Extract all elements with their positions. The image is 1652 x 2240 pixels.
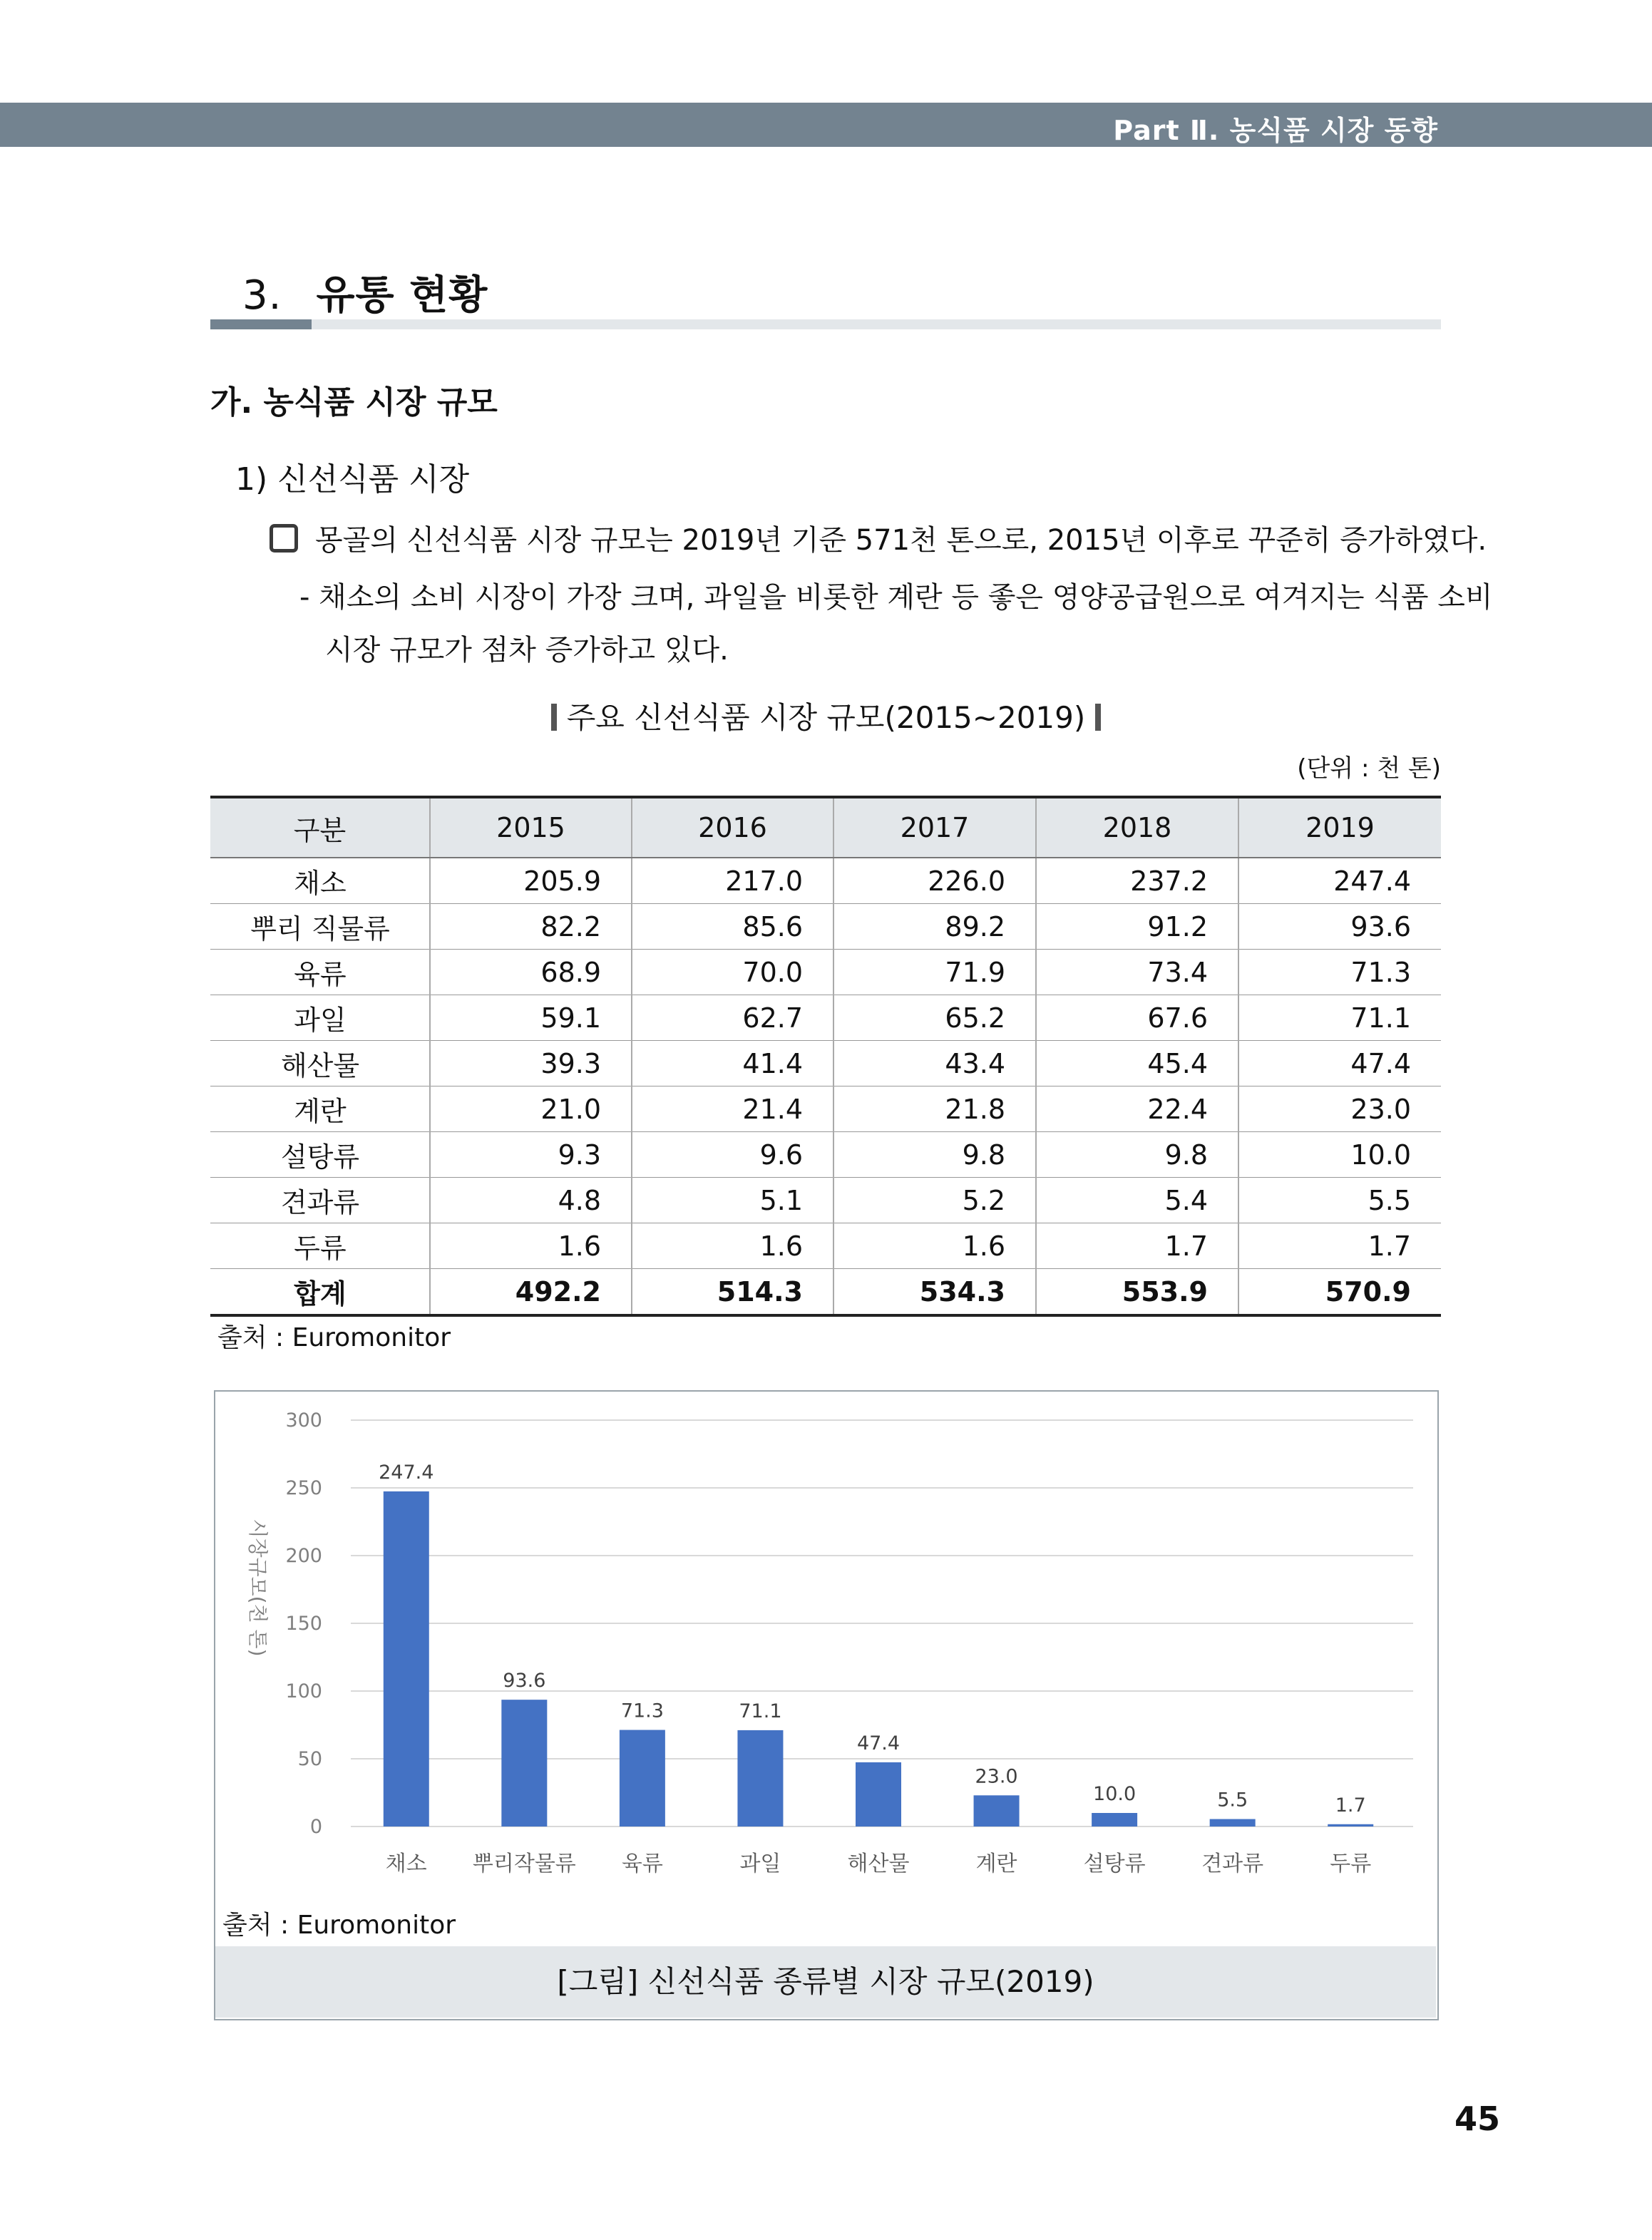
table-row-label: 두류 <box>210 1223 430 1269</box>
table-cell: 71.3 <box>1238 950 1441 995</box>
table-cell: 59.1 <box>430 995 632 1041</box>
section-underline-accent <box>210 319 312 329</box>
table-row <box>210 1178 1441 1223</box>
bar-value-label: 93.6 <box>503 1670 546 1692</box>
table-row <box>210 1223 1441 1269</box>
bar-chart <box>215 1392 1437 1948</box>
x-tick-label: 견과류 <box>1201 1851 1264 1876</box>
bar-value-label: 71.3 <box>620 1700 664 1722</box>
section-number: 3. <box>242 272 282 319</box>
table-cell: 9.6 <box>632 1132 833 1178</box>
x-tick-label: 설탕류 <box>1083 1851 1146 1876</box>
table-row <box>210 1086 1441 1132</box>
y-tick-label: 50 <box>297 1748 322 1770</box>
table-row-label: 설탕류 <box>210 1132 430 1178</box>
table-cell: 1.7 <box>1238 1223 1441 1269</box>
bar <box>1210 1819 1256 1827</box>
table-cell: 1.7 <box>1036 1223 1238 1269</box>
page-number: 45 <box>1455 2100 1501 2138</box>
table-cell: 9.8 <box>833 1132 1036 1178</box>
table-cell: 62.7 <box>632 995 833 1041</box>
y-tick-label: 0 <box>309 1816 322 1838</box>
table-cell: 47.4 <box>1238 1041 1441 1086</box>
bar <box>737 1730 783 1827</box>
table-cell: 93.6 <box>1238 904 1441 950</box>
table-cell: 492.2 <box>430 1269 632 1316</box>
table-header-row <box>210 797 1441 858</box>
y-tick-label: 150 <box>285 1613 322 1635</box>
x-tick-label: 뿌리작물류 <box>472 1851 576 1876</box>
section-heading: 유통 현황 <box>316 272 488 319</box>
table-cell: 70.0 <box>632 950 833 995</box>
table-cell: 71.1 <box>1238 995 1441 1041</box>
table-cell: 5.5 <box>1238 1178 1441 1223</box>
table-cell: 21.4 <box>632 1086 833 1132</box>
table-row <box>210 950 1441 995</box>
table-cell: 91.2 <box>1036 904 1238 950</box>
table-title-text: 주요 신선식품 시장 규모(2015~2019) <box>566 700 1086 735</box>
y-axis-ticks <box>285 1409 322 1838</box>
table-cell: 247.4 <box>1238 858 1441 904</box>
table-cell: 68.9 <box>430 950 632 995</box>
table-source: 출처 : Euromonitor <box>217 1323 451 1352</box>
table-cell: 9.8 <box>1036 1132 1238 1178</box>
table-cell: 82.2 <box>430 904 632 950</box>
table-cell: 41.4 <box>632 1041 833 1086</box>
subsection-title: 가. 농식품 시장 규모 <box>210 384 498 421</box>
x-tick-label: 해산물 <box>847 1851 910 1876</box>
table-row-label: 해산물 <box>210 1041 430 1086</box>
x-tick-label: 채소 <box>385 1851 427 1876</box>
table-cell: 89.2 <box>833 904 1036 950</box>
square-bullet-icon <box>270 524 298 553</box>
table-header-cell: 2017 <box>833 797 1036 858</box>
table-cell: 9.3 <box>430 1132 632 1178</box>
table-cell: 73.4 <box>1036 950 1238 995</box>
table-cell: 570.9 <box>1238 1269 1441 1316</box>
title-bar-right <box>1095 704 1101 731</box>
table-cell: 21.8 <box>833 1086 1036 1132</box>
title-bar-left <box>551 704 557 731</box>
bar-value-label: 5.5 <box>1217 1789 1248 1812</box>
figure-source: 출처 : Euromonitor <box>222 1911 456 1940</box>
bar <box>856 1762 901 1827</box>
item-title: 1) 신선식품 시장 <box>235 461 470 498</box>
bar-value-label: 71.1 <box>739 1700 782 1722</box>
table-header-cell: 2016 <box>632 797 833 858</box>
bar <box>1092 1813 1137 1827</box>
table-cell: 23.0 <box>1238 1086 1441 1132</box>
bar <box>1328 1824 1373 1827</box>
table-cell: 85.6 <box>632 904 833 950</box>
x-tick-label: 계란 <box>975 1851 1017 1876</box>
part-title: Part Ⅱ. 농식품 시장 동향 <box>1113 115 1438 146</box>
table-header-cell: 2019 <box>1238 797 1441 858</box>
section-underline <box>210 319 1441 329</box>
figure-caption: [그림] 신선식품 종류별 시장 규모(2019) <box>215 1946 1436 2018</box>
table-row-label: 합계 <box>210 1269 430 1316</box>
table-cell: 226.0 <box>833 858 1036 904</box>
y-tick-label: 250 <box>285 1477 322 1499</box>
table-cell: 217.0 <box>632 858 833 904</box>
table-cell: 237.2 <box>1036 858 1238 904</box>
table-row <box>210 1132 1441 1178</box>
table-cell: 67.6 <box>1036 995 1238 1041</box>
table-cell: 553.9 <box>1036 1269 1238 1316</box>
table-row-label: 계란 <box>210 1086 430 1132</box>
table-cell: 22.4 <box>1036 1086 1238 1132</box>
bar-value-label: 10.0 <box>1093 1783 1137 1805</box>
table-cell: 71.9 <box>833 950 1036 995</box>
table-row-label: 채소 <box>210 858 430 904</box>
table-row-label: 뿌리 직물류 <box>210 904 430 950</box>
y-tick-label: 200 <box>285 1545 322 1567</box>
bar <box>501 1700 547 1827</box>
table-cell: 45.4 <box>1036 1041 1238 1086</box>
table-cell: 5.1 <box>632 1178 833 1223</box>
chart-bars <box>384 1491 1373 1827</box>
table-cell: 514.3 <box>632 1269 833 1316</box>
header-bar <box>0 103 1652 147</box>
bar-value-label: 47.4 <box>856 1732 901 1755</box>
bar <box>974 1795 1020 1827</box>
table-row <box>210 858 1441 904</box>
bullet-paragraph <box>270 518 1487 558</box>
bar <box>384 1491 429 1827</box>
table-cell: 21.0 <box>430 1086 632 1132</box>
table-cell: 1.6 <box>430 1223 632 1269</box>
dash-text-line2: 시장 규모가 점차 증가하고 있다. <box>325 634 729 667</box>
y-tick-label: 100 <box>285 1680 322 1702</box>
bar-value-label: 247.4 <box>379 1461 434 1484</box>
table-header-cell: 2015 <box>430 797 632 858</box>
table-row <box>210 995 1441 1041</box>
bullet-text: 몽골의 신선식품 시장 규모는 2019년 기준 571천 톤으로, 2015년 이후로 꾸준히 증가하였다. <box>315 524 1487 557</box>
market-size-table <box>210 796 1441 1317</box>
table-header-cell: 구분 <box>210 797 430 858</box>
table-title <box>0 694 1652 737</box>
table-cell: 1.6 <box>632 1223 833 1269</box>
table-total-row <box>210 1269 1441 1316</box>
table-cell: 43.4 <box>833 1041 1036 1086</box>
table-row-label: 견과류 <box>210 1178 430 1223</box>
table-cell: 4.8 <box>430 1178 632 1223</box>
table-cell: 39.3 <box>430 1041 632 1086</box>
table-cell: 1.6 <box>833 1223 1036 1269</box>
table-unit: (단위 : 천 톤) <box>1297 754 1441 783</box>
bar <box>620 1730 665 1827</box>
x-tick-label: 과일 <box>739 1851 781 1876</box>
table-body <box>210 858 1441 1315</box>
bar-value-label: 23.0 <box>975 1765 1018 1788</box>
table-cell: 10.0 <box>1238 1132 1441 1178</box>
table-row-label: 육류 <box>210 950 430 995</box>
bar-value-label: 1.7 <box>1335 1794 1366 1817</box>
dash-text-line1: - 채소의 소비 시장이 가장 크며, 과일을 비롯한 계란 등 좋은 영양공급원으로 여겨지는 식품 소비 <box>299 581 1493 614</box>
section-title <box>242 264 488 321</box>
x-axis-labels <box>386 1851 1371 1876</box>
y-axis-label: 시장규모(천 톤) <box>246 1519 270 1657</box>
table-row <box>210 904 1441 950</box>
y-tick-label: 300 <box>285 1409 322 1432</box>
x-tick-label: 육류 <box>621 1851 663 1876</box>
x-tick-label: 두류 <box>1330 1851 1372 1876</box>
table-row-label: 과일 <box>210 995 430 1041</box>
table-cell: 65.2 <box>833 995 1036 1041</box>
table-cell: 205.9 <box>430 858 632 904</box>
table-row <box>210 1041 1441 1086</box>
table-cell: 534.3 <box>833 1269 1036 1316</box>
table-cell: 5.4 <box>1036 1178 1238 1223</box>
table-cell: 5.2 <box>833 1178 1036 1223</box>
table-header-cell: 2018 <box>1036 797 1238 858</box>
